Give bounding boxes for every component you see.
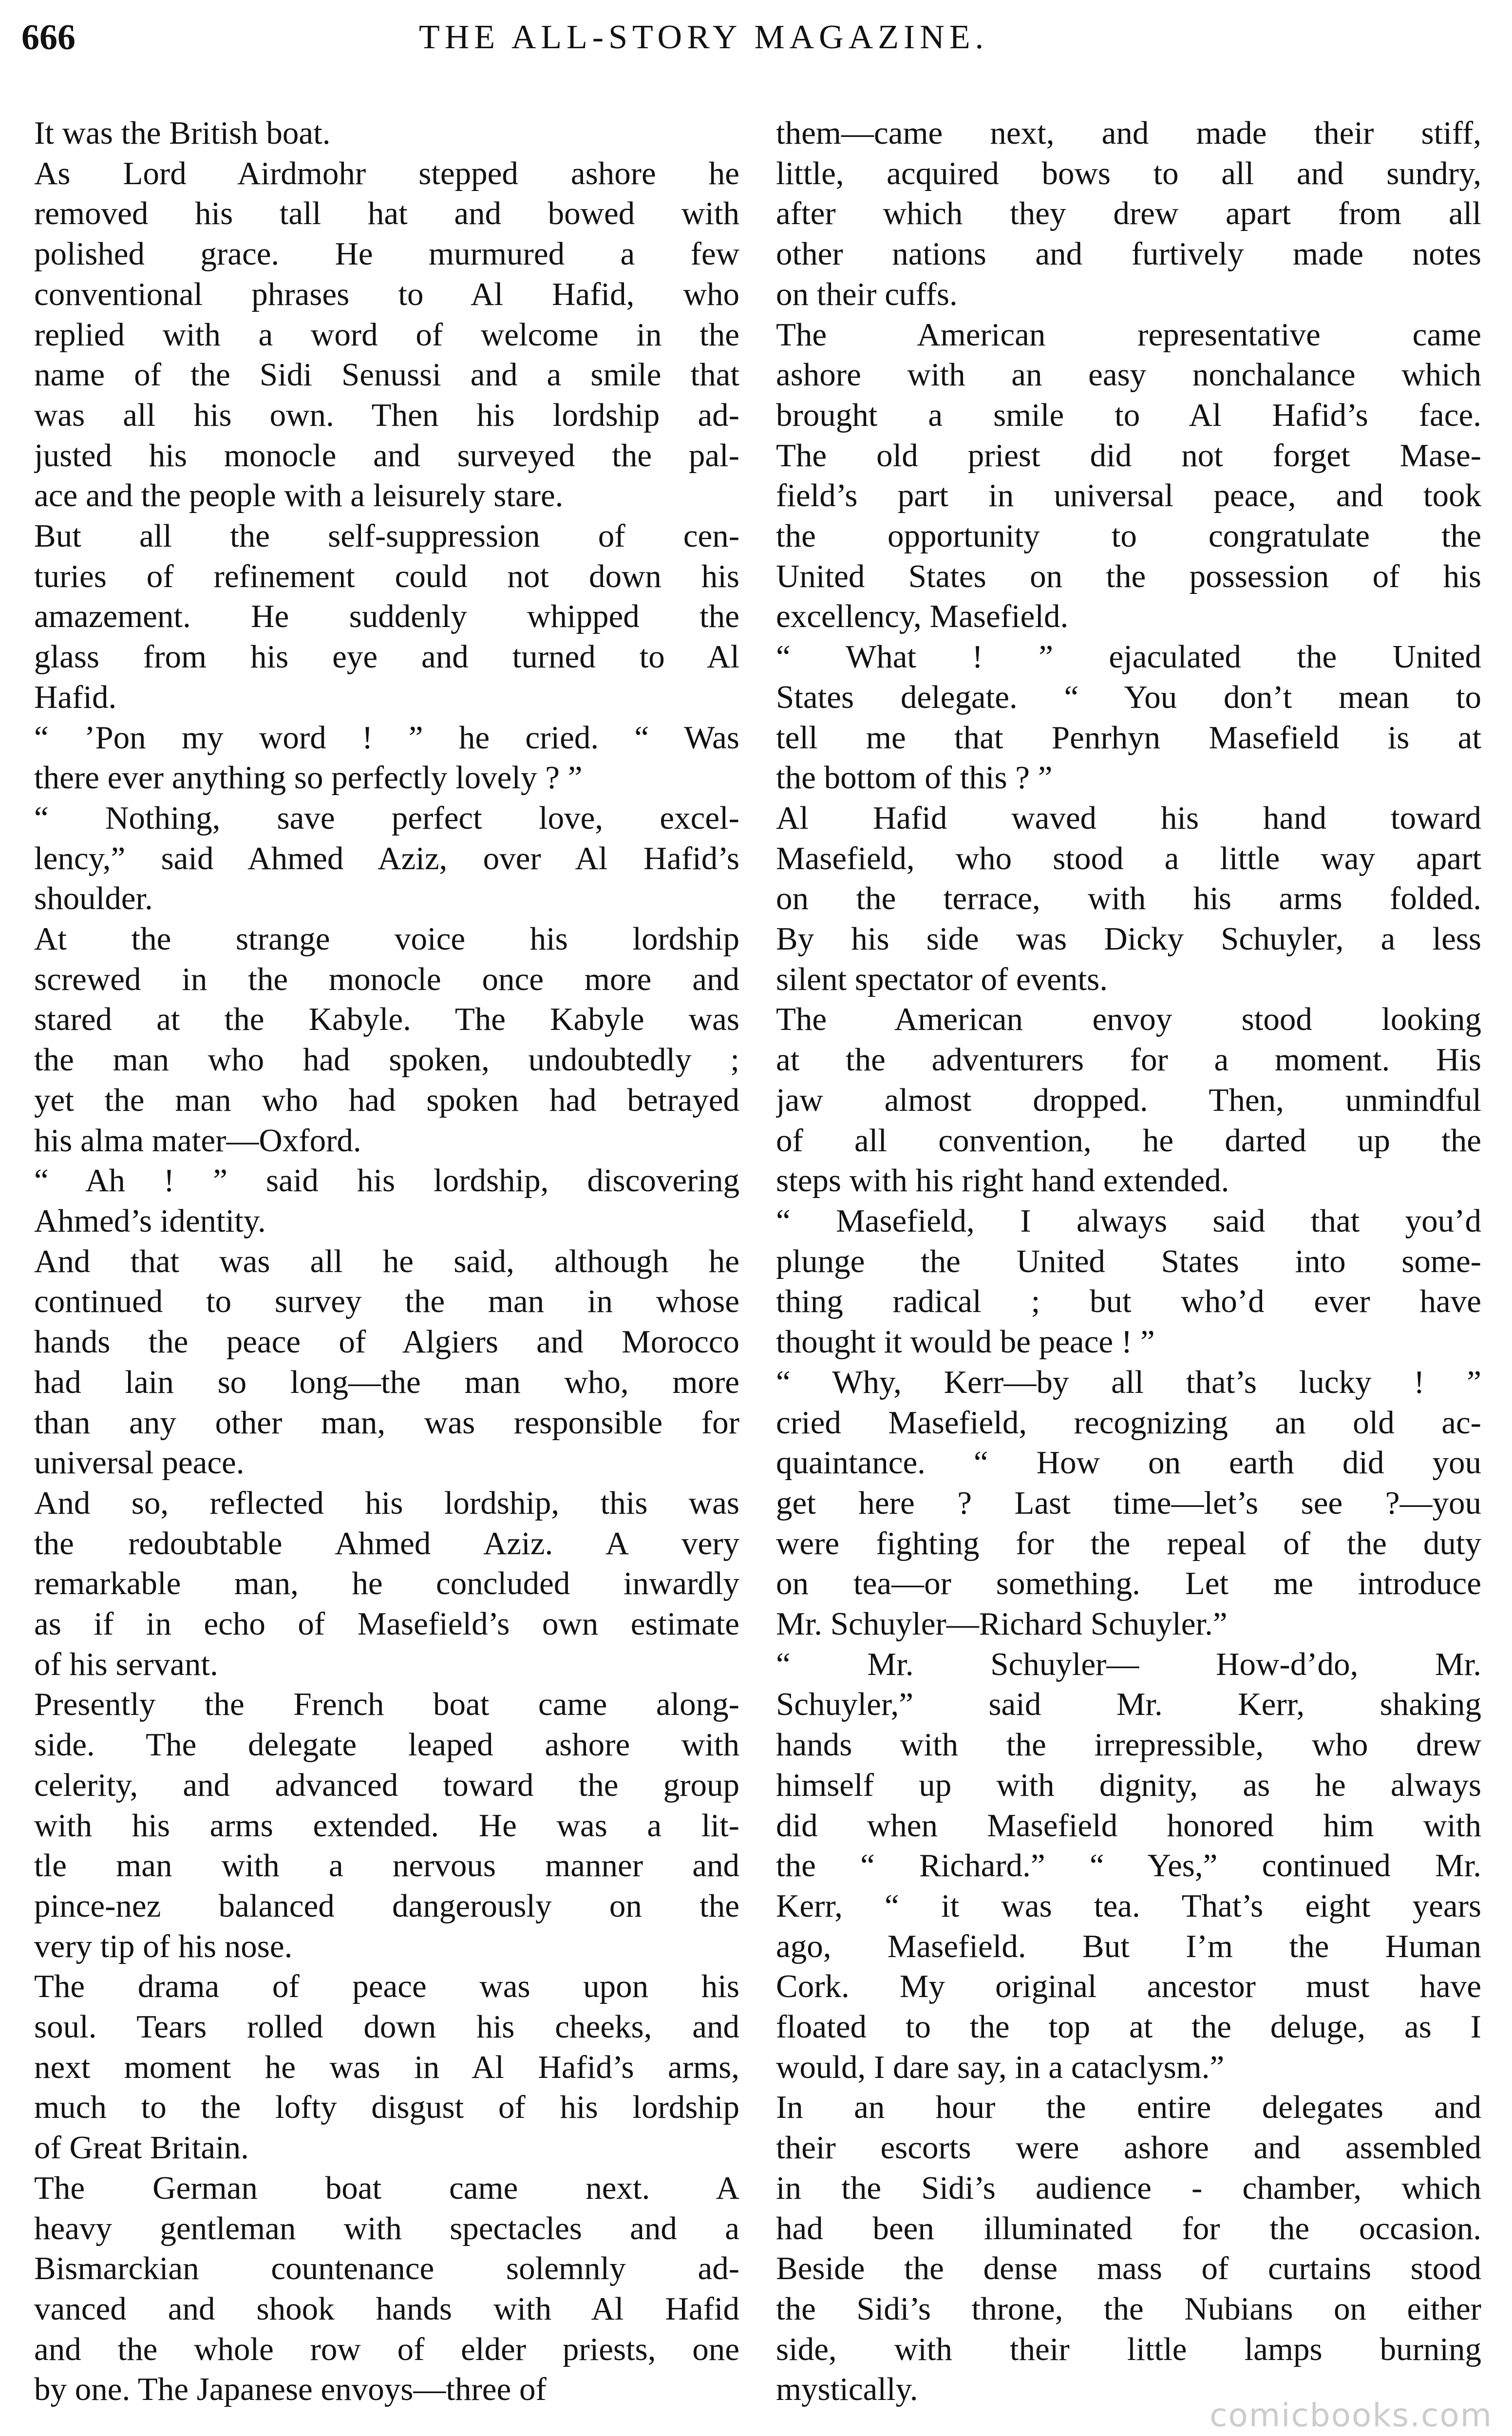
text-line: than any other man, was responsible for bbox=[34, 1404, 739, 1441]
text-line: side, with their little lamps burning bbox=[776, 2331, 1481, 2367]
text-line: thing radical ; but who’d ever have bbox=[776, 1283, 1481, 1320]
text-line: Bismarckian countenance solemnly ad- bbox=[34, 2250, 739, 2287]
text-line: mystically. bbox=[776, 2371, 918, 2408]
text-line: himself up with dignity, as he always bbox=[776, 1767, 1481, 1803]
paragraph bbox=[776, 1644, 1481, 2088]
text-line: excellency, Masefield. bbox=[776, 598, 1069, 635]
text-line: The American representative came bbox=[776, 316, 1481, 353]
text-line: It was the British boat. bbox=[34, 115, 331, 151]
text-line: the man who had spoken, undoubtedly ; bbox=[34, 1042, 739, 1078]
text-line: At the strange voice his lordship bbox=[34, 921, 739, 957]
text-line: his alma mater—Oxford. bbox=[34, 1122, 361, 1159]
text-line: them—came next, and made their stiff, bbox=[776, 115, 1481, 151]
text-line: “ ’Pon my word ! ” he cried. “ Was bbox=[34, 719, 739, 756]
text-line: was all his own. Then his lordship ad- bbox=[34, 397, 739, 433]
text-line: by one. The Japanese envoys—three of bbox=[34, 2371, 547, 2408]
text-line: And that was all he said, although he bbox=[34, 1243, 739, 1279]
text-line: Ahmed’s identity. bbox=[34, 1202, 266, 1239]
text-line: jaw almost dropped. Then, unmindful bbox=[776, 1082, 1481, 1118]
text-line: of Great Britain. bbox=[34, 2130, 249, 2166]
text-line: stared at the Kabyle. The Kabyle was bbox=[34, 1001, 739, 1038]
paragraph bbox=[34, 718, 739, 798]
text-line: name of the Sidi Senussi and a smile that bbox=[34, 357, 739, 393]
text-line: in the Sidi’s audience - chamber, which bbox=[776, 2170, 1481, 2206]
text-line: the redoubtable Ahmed Aziz. A very bbox=[34, 1525, 739, 1561]
paragraph bbox=[776, 798, 1481, 1000]
text-line: Hafid. bbox=[34, 679, 117, 715]
text-line: The drama of peace was upon his bbox=[34, 1968, 739, 2005]
text-line: thought it would be peace ! ” bbox=[776, 1324, 1155, 1360]
text-line: next moment he was in Al Hafid’s arms, bbox=[34, 2049, 739, 2085]
running-title: THE ALL-STORY MAGAZINE. bbox=[419, 19, 989, 56]
paragraph bbox=[34, 1483, 739, 1685]
text-line: quaintance. “ How on earth did you bbox=[776, 1445, 1481, 1481]
text-line: Cork. My original ancestor must have bbox=[776, 1968, 1481, 2005]
text-line: “ Why, Kerr—by all that’s lucky ! ” bbox=[776, 1364, 1481, 1400]
text-line: polished grace. He murmured a few bbox=[34, 236, 739, 272]
text-line: of all convention, he darted up the bbox=[776, 1122, 1481, 1159]
paragraph bbox=[34, 1241, 739, 1483]
text-line: had lain so long—the man who, more bbox=[34, 1364, 739, 1400]
text-line: plunge the United States into some- bbox=[776, 1243, 1481, 1279]
text-line: very tip of his nose. bbox=[34, 1928, 293, 1964]
text-line: at the adventurers for a moment. His bbox=[776, 1042, 1481, 1078]
text-line: of his servant. bbox=[34, 1646, 218, 1682]
text-line: the “ Richard.” “ Yes,” continued Mr. bbox=[776, 1847, 1481, 1884]
text-line: States delegate. “ You don’t mean to bbox=[776, 679, 1481, 715]
text-line: By his side was Dicky Schuyler, a less bbox=[776, 921, 1481, 957]
text-line: “ What ! ” ejaculated the United bbox=[776, 639, 1481, 675]
text-line: Mr. Schuyler—Richard Schuyler.” bbox=[776, 1606, 1228, 1642]
text-line: justed his monocle and surveyed the pal- bbox=[34, 437, 739, 474]
text-line: there ever anything so perfectly lovely ? ” bbox=[34, 760, 583, 796]
text-line: their escorts were ashore and assembled bbox=[776, 2130, 1481, 2166]
text-line: the bottom of this ? ” bbox=[776, 760, 1053, 796]
text-line: “ Nothing, save perfect love, excel- bbox=[34, 799, 739, 836]
text-line: heavy gentleman with spectacles and a bbox=[34, 2210, 739, 2246]
text-line: much to the lofty disgust of his lordship bbox=[34, 2089, 739, 2126]
text-line: on the terrace, with his arms folded. bbox=[776, 880, 1481, 917]
text-line: yet the man who had spoken had betrayed bbox=[34, 1082, 739, 1118]
text-line: screwed in the monocle once more and bbox=[34, 961, 739, 997]
text-line: get here ? Last time—let’s see ?—you bbox=[776, 1484, 1481, 1521]
right-column bbox=[776, 113, 1481, 2410]
text-line: Schuyler,” said Mr. Kerr, shaking bbox=[776, 1686, 1481, 1723]
paragraph bbox=[34, 113, 739, 153]
paragraph bbox=[776, 113, 1481, 315]
text-line: were fighting for the repeal of the duty bbox=[776, 1525, 1481, 1561]
text-line: amazement. He suddenly whipped the bbox=[34, 598, 739, 635]
text-line: the opportunity to congratulate the bbox=[776, 518, 1481, 554]
page-number: 666 bbox=[21, 18, 76, 57]
text-line: But all the self-suppression of cen- bbox=[34, 518, 739, 554]
paragraph bbox=[776, 999, 1481, 1201]
text-line: “ Ah ! ” said his lordship, discovering bbox=[34, 1162, 739, 1199]
text-line: pince-nez balanced dangerously on the bbox=[34, 1887, 739, 1924]
text-line: tle man with a nervous manner and bbox=[34, 1847, 739, 1884]
text-line: ace and the people with a leisurely stare. bbox=[34, 477, 564, 514]
text-line: with his arms extended. He was a lit- bbox=[34, 1807, 739, 1844]
text-line: side. The delegate leaped ashore with bbox=[34, 1727, 739, 1763]
paragraph bbox=[34, 153, 739, 516]
text-line: the Sidi’s throne, the Nubians on either bbox=[776, 2290, 1481, 2327]
text-line: remarkable man, he concluded inwardly bbox=[34, 1565, 739, 1602]
text-line: other nations and furtively made notes bbox=[776, 236, 1481, 272]
text-line: as if in echo of Masefield’s own estimate bbox=[34, 1606, 739, 1642]
text-line: The German boat came next. A bbox=[34, 2170, 739, 2206]
text-line: Al Hafid waved his hand toward bbox=[776, 799, 1481, 836]
text-line: Masefield, who stood a little way apart bbox=[776, 840, 1481, 876]
text-line: In an hour the entire delegates and bbox=[776, 2089, 1481, 2126]
text-line: continued to survey the man in whose bbox=[34, 1283, 739, 1320]
text-line: brought a smile to Al Hafid’s face. bbox=[776, 397, 1481, 433]
paragraph bbox=[776, 1201, 1481, 1362]
paragraph bbox=[34, 798, 739, 919]
text-line: Kerr, “ it was tea. That’s eight years bbox=[776, 1887, 1481, 1924]
text-line: universal peace. bbox=[34, 1445, 245, 1481]
text-line: had been illuminated for the occasion. bbox=[776, 2210, 1481, 2246]
text-line: ashore with an easy nonchalance which bbox=[776, 357, 1481, 393]
text-line: would, I dare say, in a cataclysm.” bbox=[776, 2049, 1225, 2085]
text-line: United States on the possession of his bbox=[776, 558, 1481, 594]
text-line: field’s part in universal peace, and took bbox=[776, 477, 1481, 514]
text-line: conventional phrases to Al Hafid, who bbox=[34, 276, 739, 312]
text-line: did when Masefield honored him with bbox=[776, 1807, 1481, 1844]
text-line: “ Mr. Schuyler— How-d’do, Mr. bbox=[776, 1646, 1481, 1682]
paragraph bbox=[34, 516, 739, 718]
paragraph bbox=[34, 1684, 739, 1966]
text-line: removed his tall hat and bowed with bbox=[34, 195, 739, 232]
text-line: ago, Masefield. But I’m the Human bbox=[776, 1928, 1481, 1964]
text-line: Beside the dense mass of curtains stood bbox=[776, 2250, 1481, 2287]
text-line: And so, reflected his lordship, this was bbox=[34, 1484, 739, 1521]
text-line: soul. Tears rolled down his cheeks, and bbox=[34, 2009, 739, 2045]
text-line: vanced and shook hands with Al Hafid bbox=[34, 2290, 739, 2327]
paragraph bbox=[34, 919, 739, 1161]
text-line: “ Masefield, I always said that you’d bbox=[776, 1202, 1481, 1239]
paragraph bbox=[776, 637, 1481, 798]
text-line: celerity, and advanced toward the group bbox=[34, 1767, 739, 1803]
paragraph bbox=[34, 1161, 739, 1241]
text-line: lency,” said Ahmed Aziz, over Al Hafid’s bbox=[34, 840, 739, 876]
paragraph bbox=[776, 2087, 1481, 2410]
left-column bbox=[34, 113, 739, 2410]
text-line: on tea—or something. Let me introduce bbox=[776, 1565, 1481, 1602]
paragraph bbox=[34, 1966, 739, 2168]
text-line: tell me that Penrhyn Masefield is at bbox=[776, 719, 1481, 756]
text-line: and the whole row of elder priests, one bbox=[34, 2331, 739, 2367]
text-line: little, acquired bows to all and sundry, bbox=[776, 155, 1481, 191]
text-line: silent spectator of events. bbox=[776, 961, 1108, 997]
paragraph bbox=[34, 2168, 739, 2410]
text-line: glass from his eye and turned to Al bbox=[34, 639, 739, 675]
text-line: hands the peace of Algiers and Morocco bbox=[34, 1324, 739, 1360]
paragraph bbox=[776, 1362, 1481, 1644]
text-line: steps with his right hand extended. bbox=[776, 1162, 1229, 1199]
text-line: on their cuffs. bbox=[776, 276, 958, 312]
text-line: cried Masefield, recognizing an old ac- bbox=[776, 1404, 1481, 1441]
text-line: The old priest did not forget Mase- bbox=[776, 437, 1481, 474]
text-line: hands with the irrepressible, who drew bbox=[776, 1727, 1481, 1763]
text-line: replied with a word of welcome in the bbox=[34, 316, 739, 353]
text-line: As Lord Airdmohr stepped ashore he bbox=[34, 155, 739, 191]
text-line: The American envoy stood looking bbox=[776, 1001, 1481, 1038]
text-line: Presently the French boat came along- bbox=[34, 1686, 739, 1723]
text-line: shoulder. bbox=[34, 880, 153, 917]
watermark: comicbooks.com bbox=[1210, 2397, 1493, 2434]
text-line: after which they drew apart from all bbox=[776, 195, 1481, 232]
text-line: turies of refinement could not down his bbox=[34, 558, 739, 594]
text-line: floated to the top at the deluge, as I bbox=[776, 2009, 1481, 2045]
paragraph bbox=[776, 315, 1481, 637]
